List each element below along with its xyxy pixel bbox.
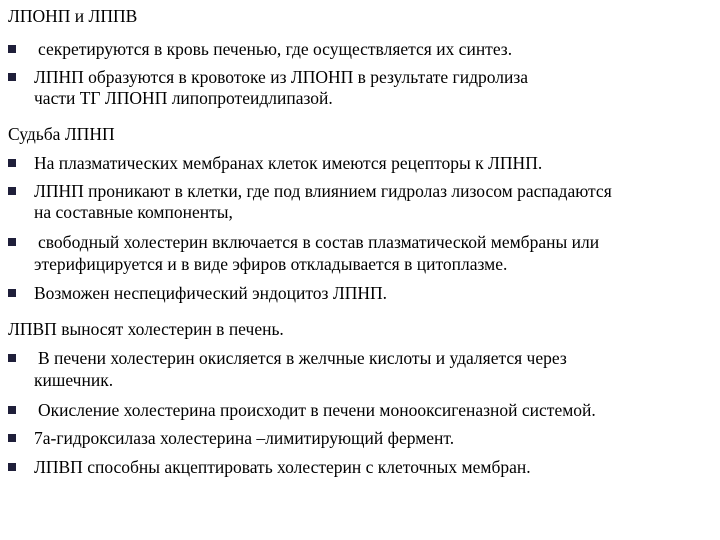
bullet-item [8, 39, 512, 59]
bullet-text: На плазматических мембранах клеток имеются рецепторы к ЛПНП. [34, 153, 543, 173]
square-bullet-icon [8, 187, 16, 195]
bullet-item [8, 457, 531, 477]
bullet-item [8, 181, 612, 201]
bullet-item [8, 400, 596, 420]
square-bullet-icon [8, 238, 16, 246]
bullet-text: 7а-гидроксилаза холестерина –лимитирующий фермент. [34, 428, 455, 448]
bullet-text: ЛПНП проникают в клетки, где под влиянием гидролаз лизосом распадаются [34, 181, 612, 201]
bullet-item [8, 428, 454, 448]
square-bullet-icon [8, 463, 16, 471]
bullet-item [8, 67, 528, 87]
square-bullet-icon [8, 289, 16, 297]
bullet-text-continuation: этерифицируется и в виде эфиров откладывается в цитоплазме. [34, 254, 508, 274]
bullet-text-continuation: на составные компоненты, [34, 202, 233, 222]
square-bullet-icon [8, 159, 16, 167]
bullet-text-continuation: кишечник. [34, 370, 114, 390]
square-bullet-icon [8, 406, 16, 414]
section-heading-hdl: ЛПВП выносят холестерин в печень. [8, 319, 284, 339]
bullet-text: ЛПНП образуются в кровотоке из ЛПОНП в результате гидролиза [34, 67, 529, 87]
bullet-text: секретируются в кровь печенью, где осуществляется их синтез. [38, 39, 513, 59]
bullet-text: ЛПВП способны акцептировать холестерин с клеточных мембран. [34, 457, 531, 477]
bullet-text: свободный холестерин включается в состав плазматической мембраны или [38, 232, 600, 252]
bullet-item [8, 348, 567, 368]
square-bullet-icon [8, 434, 16, 442]
section-heading-ldl-fate: Судьба ЛПНП [8, 124, 115, 144]
bullet-item [8, 232, 599, 252]
bullet-text: В печени холестерин окисляется в желчные кислоты и удаляется через [38, 348, 567, 368]
square-bullet-icon [8, 73, 16, 81]
bullet-text: Окисление холестерина происходит в печени монооксигеназной системой. [38, 400, 596, 420]
bullet-item [8, 283, 387, 303]
square-bullet-icon [8, 45, 16, 53]
square-bullet-icon [8, 354, 16, 362]
bullet-text: Возможен неспецифический эндоцитоз ЛПНП. [34, 283, 387, 303]
bullet-text-continuation: части ТГ ЛПОНП липопротеидлипазой. [34, 88, 333, 108]
bullet-item [8, 153, 542, 173]
section-heading-lponp: ЛПОНП и ЛППВ [8, 6, 138, 26]
